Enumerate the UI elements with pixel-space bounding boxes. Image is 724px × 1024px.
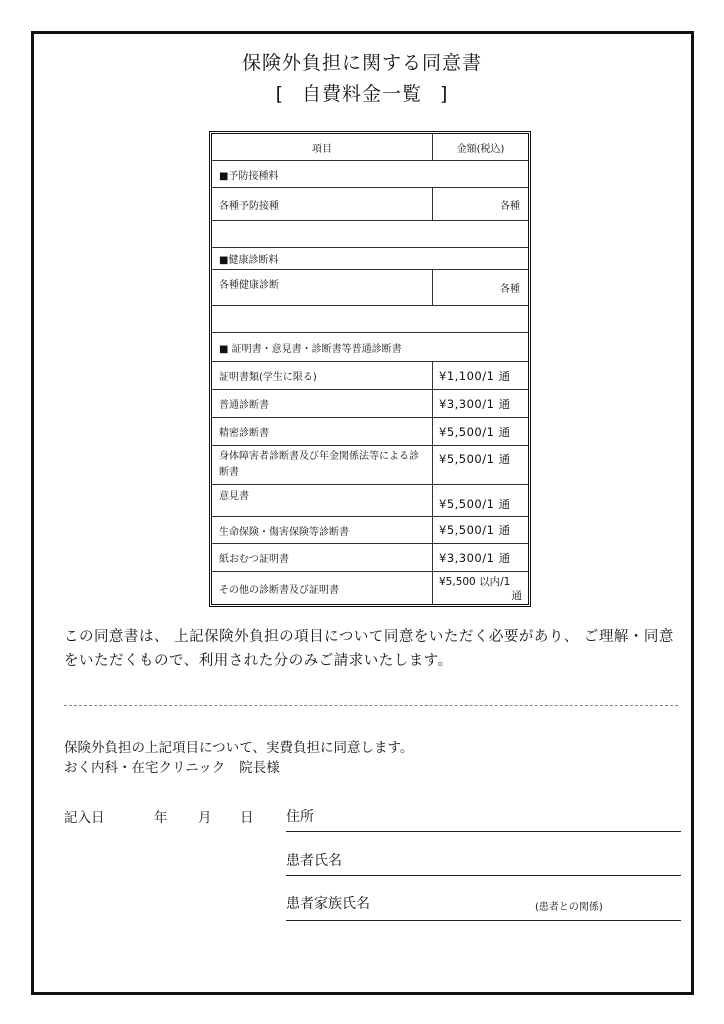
consent-block bbox=[64, 738, 413, 778]
row-name: 身体障害者診断書及び年金関係法等による診断書 bbox=[219, 451, 419, 478]
year-label: 年 bbox=[154, 810, 168, 826]
row-name: 証明書類(学生に限る) bbox=[219, 372, 317, 383]
row-price-line2: 通 bbox=[511, 590, 522, 602]
row-price: 各種 bbox=[432, 188, 528, 220]
document-subtitle bbox=[0, 79, 724, 106]
row-name: 意見書 bbox=[219, 491, 249, 502]
row-price: 各種 bbox=[432, 270, 528, 305]
row-name: 各種予防接種 bbox=[219, 200, 279, 212]
table-row bbox=[212, 446, 528, 485]
row-name: 生命保険・傷害保険等診断書 bbox=[219, 526, 349, 538]
row-price: ¥1,100/1 通 bbox=[432, 362, 528, 389]
table-row bbox=[212, 517, 528, 544]
row-name: 紙おむつ証明書 bbox=[219, 554, 289, 565]
row-name: 精密診断書 bbox=[219, 428, 269, 439]
entry-date-label: 記入日 bbox=[64, 810, 105, 826]
notice-text: この同意書は、 上記保険外負担の項目について同意をいただく必要があり、 ご理解・同意をいただくもので、利用された分のみご請求いたします。 bbox=[64, 629, 674, 669]
row-price: ¥5,500/1 通 bbox=[432, 485, 528, 516]
row-price: ¥3,300/1 通 bbox=[432, 544, 528, 571]
month-label: 月 bbox=[198, 810, 212, 826]
patient-name-line[interactable] bbox=[286, 875, 681, 876]
section-certificates: ■ 証明書・意見書・診断書等普通診断書 bbox=[212, 333, 528, 362]
consent-addressee bbox=[64, 758, 413, 778]
address-line[interactable] bbox=[286, 831, 681, 832]
table-row bbox=[212, 188, 528, 221]
header-item: 項目 bbox=[312, 143, 332, 155]
document-title: 保険外負担に関する同意書 bbox=[241, 52, 482, 74]
table-row bbox=[212, 572, 528, 604]
relationship-note: (患者との関係) bbox=[535, 902, 603, 913]
subtitle-close-bracket: ] bbox=[440, 83, 449, 105]
table-row bbox=[212, 544, 528, 572]
table-row bbox=[212, 270, 528, 306]
family-name-label: 患者家族氏名 bbox=[286, 896, 370, 912]
section-vaccine: ■予防接種料 bbox=[212, 161, 528, 188]
subtitle-text: 自費料金一覧 bbox=[301, 83, 422, 105]
header-price: 金額(税込) bbox=[432, 134, 528, 160]
price-table bbox=[209, 131, 531, 607]
row-name: 普通診断書 bbox=[219, 400, 269, 411]
clinic-name: おく内科・在宅クリニック bbox=[64, 760, 226, 776]
row-name: 各種健康診断 bbox=[219, 280, 279, 291]
row-price-line1: ¥5,500 以内/1 bbox=[439, 576, 511, 588]
table-blank-row bbox=[212, 306, 528, 333]
table-header-row bbox=[212, 134, 528, 161]
table-row bbox=[212, 362, 528, 390]
family-name-line[interactable] bbox=[286, 920, 681, 921]
day-label: 日 bbox=[240, 810, 254, 826]
table-row bbox=[212, 485, 528, 517]
entry-date-row bbox=[64, 806, 105, 826]
table-row bbox=[212, 418, 528, 446]
row-price: ¥5,500/1 通 bbox=[432, 418, 528, 445]
section-checkup: ■健康診断料 bbox=[212, 248, 528, 270]
subtitle-open-bracket: [ bbox=[275, 83, 284, 105]
address-label: 住所 bbox=[286, 809, 314, 825]
director-title: 院長様 bbox=[239, 760, 280, 776]
row-price bbox=[432, 572, 528, 604]
row-name: その他の診断書及び証明書 bbox=[219, 584, 339, 596]
consent-line: 保険外負担の上記項目について、実費負担に同意します。 bbox=[64, 740, 414, 756]
row-price: ¥5,500/1 通 bbox=[432, 446, 528, 484]
table-blank-row bbox=[212, 221, 528, 248]
dashed-divider bbox=[64, 705, 678, 706]
row-price: ¥3,300/1 通 bbox=[432, 390, 528, 417]
row-price: ¥5,500/1 通 bbox=[432, 517, 528, 543]
table-row bbox=[212, 390, 528, 418]
patient-name-label: 患者氏名 bbox=[286, 853, 342, 869]
